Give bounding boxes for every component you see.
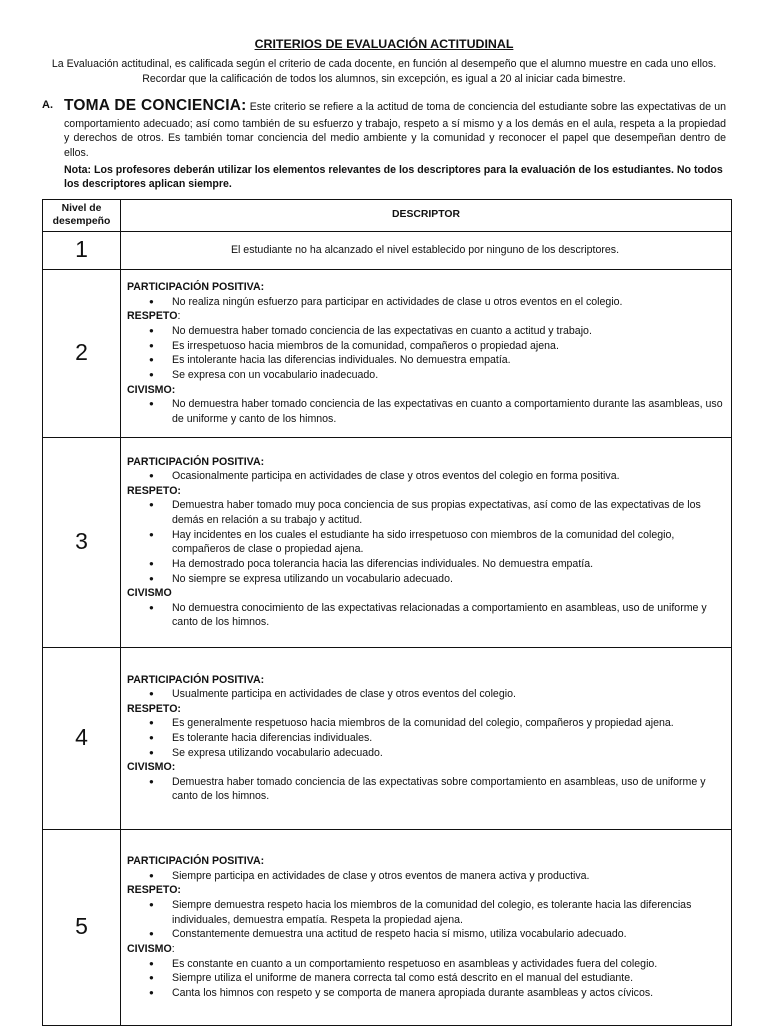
table-row: [43, 269, 732, 437]
list-item: ● Se expresa con un vocabulario inadecuado.: [127, 368, 723, 383]
list-item: ● Hay incidentes en los cuales el estudiante ha sido irrespetuoso con miembros de la comunidad del colegio, compañeros de clase o propiedad ajena.: [127, 528, 723, 557]
category-label: CIVISMO: [127, 942, 172, 955]
descriptor-cell: [121, 437, 732, 647]
table-row: [43, 647, 732, 829]
list-item: ● Canta los himnos con respeto y se comporta de manera apropiada durante asambleas y actos cívicos.: [127, 986, 723, 1001]
category-label: CIVISMO:: [127, 761, 176, 774]
table-row: [43, 231, 732, 269]
performance-level: 5: [43, 829, 121, 1025]
descriptor-list: [127, 498, 723, 586]
list-item: ● No demuestra haber tomado conciencia de las expectativas en cuanto a actitud y trabajo.: [127, 324, 723, 339]
list-item: ● Ocasionalmente participa en actividades de clase y otros eventos del colegio en forma positiva.: [127, 469, 723, 484]
category-label: PARTICIPACIÓN POSITIVA:: [127, 455, 265, 468]
descriptor-list: [127, 687, 723, 702]
category-label: CIVISMO: [127, 587, 172, 600]
performance-level: 2: [43, 269, 121, 437]
list-item: ● No siempre se expresa utilizando un vocabulario adecuado.: [127, 572, 723, 587]
category-label: CIVISMO:: [127, 383, 176, 396]
list-item: ● Demuestra haber tomado muy poca conciencia de sus propias expectativas, así como de las expectativas de los demás en relación a su trabajo y actitud.: [127, 498, 723, 527]
list-item: ● Ha demostrado poca tolerancia hacia las diferencias individuales. No demuestra empatía.: [127, 557, 723, 572]
descriptor-list: [127, 957, 723, 1001]
list-item: ● Usualmente participa en actividades de clase y otros eventos del colegio.: [127, 687, 723, 702]
list-item: ● Es constante en cuanto a un comportamiento respetuoso en asambleas y actividades fuera del colegio.: [127, 957, 723, 972]
category-label: RESPETO:: [127, 884, 181, 897]
table-header-row: [43, 199, 732, 231]
category-label: PARTICIPACIÓN POSITIVA:: [127, 855, 265, 868]
category-label: PARTICIPACIÓN POSITIVA:: [127, 281, 265, 294]
category-label: RESPETO: [127, 310, 178, 323]
section-note: Nota: Los profesores deberán utilizar los elementos relevantes de los descriptores para la evaluación de los estudiantes. No todos los descriptores aplican siempre.: [64, 163, 723, 191]
descriptor-category: [127, 760, 723, 775]
list-item: ● Constantemente demuestra una actitud de respeto hacia sí mismo, utiliza vocabulario adecuado.: [127, 927, 723, 942]
list-item: ● Se expresa utilizando vocabulario adecuado.: [127, 746, 723, 761]
list-item: ● No demuestra conocimiento de las expectativas relacionadas a comportamiento en asambleas, uso de uniforme y canto de los himnos.: [127, 601, 723, 630]
header-level: Nivel de desempeño: [43, 199, 121, 231]
descriptor-cell: [121, 269, 732, 437]
list-item: ● Siempre utiliza el uniforme de manera correcta tal como está descrito en el manual del estudiante.: [127, 971, 723, 986]
descriptor-category: [127, 484, 723, 499]
list-item: ● Siempre participa en actividades de clase y otros eventos de manera activa y productiva.: [127, 869, 723, 884]
descriptor-category: [127, 586, 723, 601]
descriptor-category: [127, 673, 723, 688]
category-label: RESPETO:: [127, 484, 181, 497]
descriptor-category: [127, 883, 723, 898]
intro-paragraph: La Evaluación actitudinal, es calificada según el criterio de cada docente, en función al desempeño que el alumno muestre en cada uno ellos. Recordar que la calificación de todos los alumnos, sin excepción, es igual a 20 al iniciar cada bimestre.: [51, 58, 717, 85]
descriptor-list: [127, 869, 723, 884]
section-letter: A.: [42, 99, 53, 112]
performance-level: 3: [43, 437, 121, 647]
descriptor-list: [127, 397, 723, 426]
descriptor-list: [127, 601, 723, 630]
descriptor-list: [127, 775, 723, 804]
list-item: ● Es tolerante hacia diferencias individuales.: [127, 731, 723, 746]
descriptor-category: [127, 455, 723, 470]
performance-level: 4: [43, 647, 121, 829]
category-suffix: :: [177, 310, 181, 323]
descriptor-category: [127, 383, 723, 398]
descriptor-list: [127, 295, 723, 310]
descriptor-list: [127, 898, 723, 942]
section-heading: TOMA DE CONCIENCIA:: [64, 97, 247, 115]
criteria-table: [42, 199, 732, 1026]
list-item: ● Es intolerante hacia las diferencias individuales. No demuestra empatía.: [127, 353, 723, 368]
list-item: ● Es generalmente respetuoso hacia miembros de la comunidad del colegio, compañeros y propiedad ajena.: [127, 716, 723, 731]
section-a: [42, 95, 726, 160]
descriptor-category: [127, 280, 723, 295]
list-item: ● Es irrespetuoso hacia miembros de la comunidad, compañeros o propiedad ajena.: [127, 339, 723, 354]
list-item: ● No demuestra haber tomado conciencia de las expectativas en cuanto a comportamiento durante las asambleas, uso de uniforme y canto de los himnos.: [127, 397, 723, 426]
category-label: PARTICIPACIÓN POSITIVA:: [127, 673, 265, 686]
table-row: [43, 437, 732, 647]
table-row: [43, 829, 732, 1025]
descriptor-category: [127, 942, 723, 957]
descriptor-category: [127, 702, 723, 717]
descriptor-cell: El estudiante no ha alcanzado el nivel establecido por ninguno de los descriptores.: [121, 231, 732, 269]
category-suffix: :: [171, 942, 175, 955]
list-item: ● No realiza ningún esfuerzo para participar en actividades de clase u otros eventos en el colegio.: [127, 295, 723, 310]
performance-level: 1: [43, 231, 121, 269]
descriptor-list: [127, 324, 723, 382]
descriptor-cell: [121, 647, 732, 829]
list-item: ● Demuestra haber tomado conciencia de las expectativas sobre comportamiento en asambleas, uso de uniforme y canto de los himnos.: [127, 775, 723, 804]
descriptor-cell: [121, 829, 732, 1025]
descriptor-list: [127, 716, 723, 760]
document-title: CRITERIOS DE EVALUACIÓN ACTITUDINAL: [254, 37, 514, 51]
list-item: ● Siempre demuestra respeto hacia los miembros de la comunidad del colegio, es tolerante hacia las diferencias individuales, demuestra empatía. Respeta la propiedad ajena.: [127, 898, 723, 927]
descriptor-list: [127, 469, 723, 484]
descriptor-category: [127, 309, 723, 324]
descriptor-category: [127, 854, 723, 869]
category-label: RESPETO:: [127, 702, 181, 715]
header-descriptor: DESCRIPTOR: [121, 199, 732, 231]
section-text: Este criterio se refiere a la actitud de toma de conciencia del estudiante sobre las expectativas de un comportamiento adecuado; así como también de su esfuerzo y trabajo, respeto a sí mismo y a los demás en el aula, respeta a la propiedad y derechos de otros. Es también tomar conciencia del medio ambiente y la comunidad y reconocer el papel que desempeñan dentro de ellos.: [64, 101, 726, 159]
